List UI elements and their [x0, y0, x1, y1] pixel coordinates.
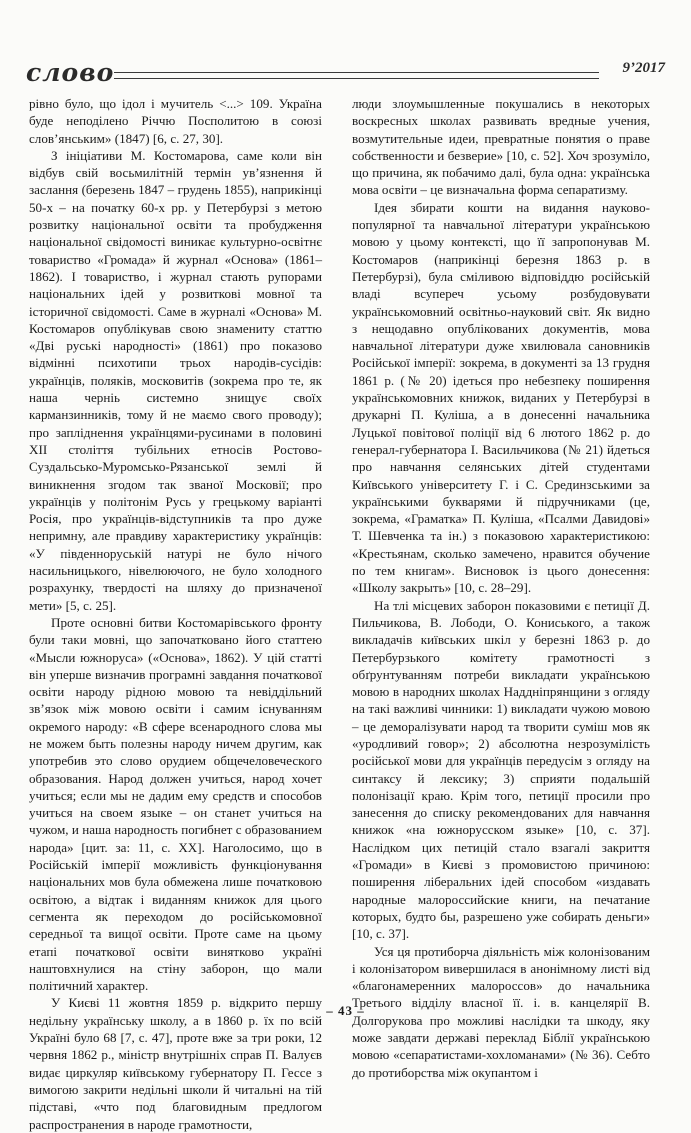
page-number: – 43 – [326, 1003, 365, 1018]
paragraph: рівно було, що ідол і мучитель <...> 109. Україна буде неподілено Річчю Посполитою в союзі слов’янським» (1847) [6, с. 27, 30]. [29, 96, 322, 146]
paragraph: Проте основні битви Костомарівського фронту були таки мовні, що започатковано його статтею «Мысли южноруса» («Основа», 1862). У цій статті він уперше визначив програмні завдання початкової освіти народу рідною мовою та невіддільний зв’язок між мовою освіти і самим існуванням окремого народу: «В сфере всенародного слова мы не можем быть полезны народу ничем другим, как употребив это слово орудием общечеловеческого образования. Народ должен учиться, народ хочет учиться; если мы не дадим ему средств и способов учиться на своем языке – он станет учиться на чужом, и наша народность погибнет с образованием народа» [цит. за: 11, с. XX]. Наголосимо, що в Російській імперії можливість функціонування національних мов була обмежена лише початковою освітою, а відтак і виданням книжок для цього сегмента як переходом до російськомовної середньої та вищої освіти. Проте саме на цьому етапі початкової освіти винятково україні наштовхнулися на стіну заборон, що мали політичний характер. [29, 614, 322, 994]
left-column [29, 95, 322, 1132]
paragraph: З ініціативи М. Костомарова, саме коли він відбув свій восьмилітній термін ув’язнення й заслання (березень 1847 – грудень 1855), наприкінці 50-х – на початку 60-х рр. у Петербурзі з метою розвитку національної освіти та пробудження національної свідомості виникає культурно-освітнє товариство «Громада» й журнал «Основа» (1861–1862). І товариство, і журнал стають рупорами національних ідей у розвиткові мовної та історичної свідомості. Саме в журналі «Основа» М. Костомаров опублікував свою знамениту статтю «Дві руські народності» (1861) про показово відмінні психотипи трьох народів-сусідів: українців, поляків, московитів (зокрема про те, як наша черніь системно знищує своїх карманзинників, тому й не маємо свого проводу); про запліднення українцями-русинами в половині XII століття тубільних етносів Ростово-Суздальсько-Муромсько-Рязанської землі й виникнення згодом так званої Московії; про українців у політонім Русь у грецькому варіанті Росія, про українців-відступників та про дуже непримну, але правдиву характеристику українців: «У південноруській натурі не було нічого насильницького, нівелюючого, не було холодного розрахунку, твердості на шляху до призначеної мети» [5, с. 25]. [29, 147, 322, 613]
right-column [352, 95, 650, 1080]
issue-number: 9’2017 [622, 60, 665, 76]
header-rule [114, 72, 599, 79]
paragraph: Ідея збирати кошти на видання науково-популярної та навчальної літератури українською мовою у цьому контексті, що її запропонував М. Костомаров (наприкінці березня 1863 р. в Петербурзі), була сміливою відповіддю російській владі всупереч усьому розбудовувати українськомовний освітньо-науковий світ. Як видно з нещодавно опублікованих документів, мова навчальної літератури дуже хвилювала сановників Російської імперії: зокрема, в документі за 13 грудня 1861 р. (№ 20) ідеться про небезпеку поширення українськомовних книжок, виданих у Петербурзі в друкарні П. Куліша, а в донесенні начальника Луцької повітової поліції від 6 лютого 1862 р. до генерал-губернатора І. Васильчикова (№ 21) йдеться про навчання селянських дітей студентами Київського університету Г. і С. Срединзськими за українськими букварями й підручниками (це, зокрема, «Граматка» П. Куліша, «Псалми Давидові» Т. Шевченка та ін.) з показовою характеристикою: «Крестьянам, сколько замечено, нравится обучение по тем книгам». Висновок із цього донесення: «Школу закрыть» [10, с. 28–29]. [352, 199, 650, 596]
journal-logo: слово [26, 58, 115, 87]
paragraph: Уся ця протиборча діяльність між колонізованим і колонізатором вивершилася в анонімному листі від «благонамеренних малороссов» до начальника Третього відділу власної її. і. в. канцелярії В. Долгорукова про можливі наслідки та шкоду, яку може завдати державі переклад Біблії українською мовою «сепаратистами-хохломанами» (№ 36). Себто до протиборства між окупантом і [352, 943, 650, 1080]
paragraph: На тлі місцевих заборон показовими є петиції Д. Пильчикова, В. Лободи, О. Кониського, а також викладачів київських шкіл у березні 1863 р. до Петербурзького комітету грамотності з обґрунтуванням потреби викладати українською мовою в народних школах Наддніпрянщини з огляду на такі важливі чинники: 1) викладати чужою мовою – це деморалізувати народ та творити суміш мов як «уродливий говор»; 2) абсолютна незрозумілість російської мови для українців передусім з огляду на синтаксу й лексику; 3) сприяти подальшій полонізації краю. Крім того, петиції просили про занесення до списку рекомендованих для навчання книжок «на южнорусском языке» [10, с. 37]. Наслідком цих петицій стало взагалі закриття «Громади» в Києві з промовистою причиною: поширення ліберальних ідей способом «издавать народные малороссийские книги, на печатание которых, будто бы, разрешено уже собирать деньги» [10, с. 37]. [352, 597, 650, 942]
paragraph: люди злоумышленные покушались в некоторых воскресных школах развивать вредные учения, возмутительные идеи, превратные понятия о праве собственности и безверие» [10, с. 52]. Хоч зрозуміло, що причина, як побачимо далі, була одна: українська мова освіти – це визначальна форма сепаратизму. [352, 96, 650, 198]
paragraph: У Києві 11 жовтня 1859 р. відкрито першу недільну українську школу, а в 1860 р. їх по всій Україні було 68 [7, с. 47], проте вже за три роки, 12 червня 1862 р., міністр внутрішніх справ П. Валуєв видає циркуляр київському губернатору П. Гессе з вимогою закрити недільні школи й читальні на тій підставі, «что под благовидным предлогом распространения в народе грамотности, [29, 995, 322, 1132]
page-header [26, 58, 665, 86]
